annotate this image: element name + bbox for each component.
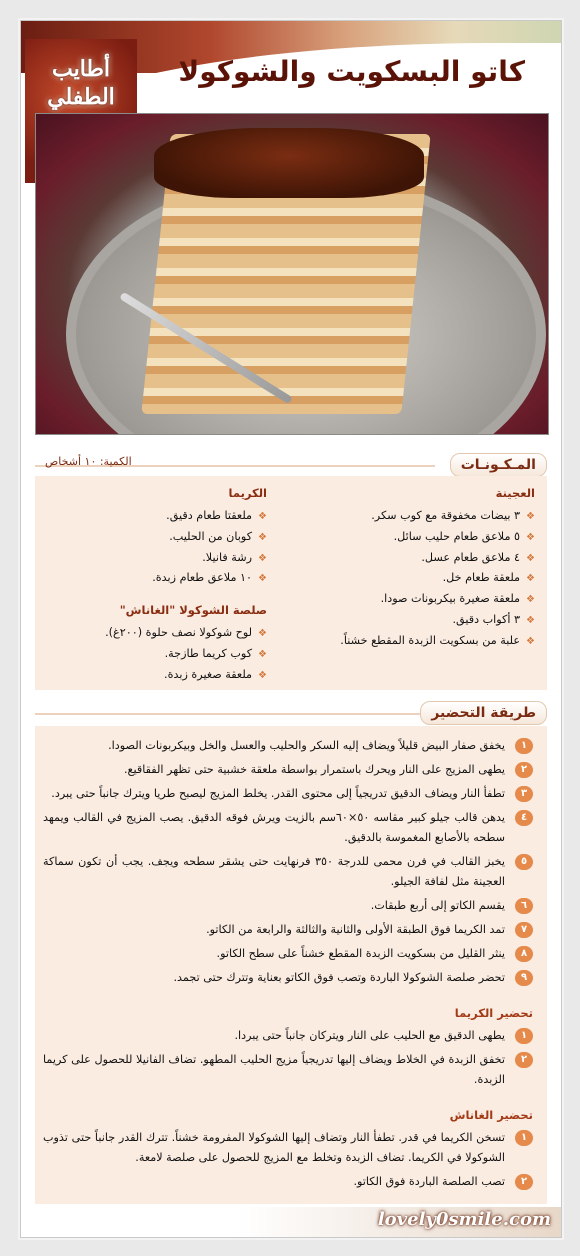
chocolate-topping-shape: [154, 128, 424, 198]
bullet-icon: ❖: [258, 531, 267, 543]
servings-label: الكمية: ١٠ أشخاص: [45, 455, 132, 468]
step-item: ٤ يدهن قالب جيلو كبير مقاسه ٥٠×٦٠سم بالزيت ويرش فوقه الدقيق. يصب المزيج في القالب ويمهد سطحه بالأصابع المغموسة بالدقيق.: [43, 808, 533, 848]
step-item: ٦ يقسم الكاتو إلى أربع طبقات.: [43, 896, 533, 916]
step-number-badge: ٧: [515, 922, 533, 938]
step-item: ١ يطهى الدقيق مع الحليب على النار ويتركان جانباً حتى يبردا.: [43, 1026, 533, 1046]
list-item: ❖ملعقة صغيرة بيكربونات صودا.: [380, 592, 535, 606]
step-number-badge: ٢: [515, 1174, 533, 1190]
cream-column: [47, 486, 267, 686]
ganache-prep-heading: تحضير الغاناش: [449, 1108, 533, 1122]
bullet-icon: ❖: [258, 669, 267, 681]
bullet-icon: ❖: [258, 552, 267, 564]
list-item: ❖علبة من بسكويت الزبدة المقطع خشناً.: [340, 633, 535, 647]
step-number-badge: ٢: [515, 762, 533, 778]
bullet-icon: ❖: [526, 573, 535, 585]
step-item: ٢ يطهى المزيج على النار ويحرك باستمرار بواسطة ملعقة خشبية حتى تظهر الفقاقيع.: [43, 760, 533, 780]
bullet-icon: ❖: [258, 628, 267, 640]
site-watermark: lovely0smile.com: [377, 1209, 551, 1230]
list-item: ❖ملعقة صغيرة زبدة.: [164, 667, 267, 681]
list-item: ❖ملعقة طعام خل.: [442, 571, 535, 585]
bullet-icon: ❖: [526, 635, 535, 647]
steps-list: [43, 736, 533, 1196]
cream-list: [47, 506, 267, 589]
list-item: ❖رشة فانيلا.: [202, 550, 267, 564]
sauce-list: [47, 623, 267, 685]
list-item: ❖لوح شوكولا نصف حلوة (٢٠٠غ).: [105, 626, 267, 640]
step-number-badge: ١: [515, 1130, 533, 1146]
step-number-badge: ٦: [515, 898, 533, 914]
ingredients-panel: [35, 476, 547, 690]
dough-column: [295, 486, 535, 652]
footer-bar: [21, 1207, 561, 1237]
recipe-photo: [35, 113, 549, 435]
sauce-title: صلصة الشوكولا "الغاناش": [119, 603, 267, 618]
list-item: ❖كوبان من الحليب.: [169, 529, 267, 543]
bullet-icon: ❖: [526, 552, 535, 564]
step-number-badge: ٩: [515, 970, 533, 986]
list-item: ❖٣ أكواب دقيق.: [452, 612, 535, 626]
dough-list: [295, 506, 535, 652]
bullet-icon: ❖: [526, 594, 535, 606]
step-item: ٢ تخفق الزبدة في الخلاط ويضاف إليها تدريجياً مزيج الحليب المطهو. تضاف الفانيلا للحصول على كريما الزبدة.: [43, 1050, 533, 1090]
step-item: ٧ تمد الكريما فوق الطبقة الأولى والثانية والثالثة والرابعة من الكاتو.: [43, 920, 533, 940]
bullet-icon: ❖: [526, 614, 535, 626]
step-number-badge: ٢: [515, 1052, 533, 1068]
bullet-icon: ❖: [526, 511, 535, 522]
step-item: ٨ ينثر القليل من بسكويت الزبدة المقطع خشناً على سطح الكاتو.: [43, 944, 533, 964]
step-number-badge: ٨: [515, 946, 533, 962]
step-item: ٩ تحضر صلصة الشوكولا الباردة وتصب فوق الكاتو بعناية وتترك حتى تجمد.: [43, 968, 533, 988]
method-heading: طريقة التحضير: [420, 701, 547, 725]
step-item: ٣ تطفأ النار ويضاف الدقيق تدريجياً إلى محتوى القدر. يخلط المزيج ليصبح طريا ويترك جانباً حتى يبرد.: [43, 784, 533, 804]
dough-title: العجينة: [495, 486, 535, 500]
cream-prep-heading: تحضير الكريما: [454, 1006, 533, 1020]
step-number-badge: ٣: [515, 786, 533, 802]
step-item: ٥ يخبز القالب في فرن محمى للدرجة ٣٥٠ فرنهايت حتى يشقر سطحه ويجف. يجب أن تكون سماكة العجينة مثل لفافة الجيلو.: [43, 852, 533, 892]
method-panel: [35, 726, 547, 1204]
recipe-card: [20, 20, 562, 1238]
method-heading-line: [35, 713, 435, 715]
list-item: ❖٣ بيضات مخفوقة مع كوب سكر.: [371, 509, 535, 522]
list-item: ❖١٠ ملاعق طعام زبدة.: [152, 571, 267, 585]
step-number-badge: ٥: [515, 854, 533, 870]
cream-title: الكريما: [228, 486, 267, 500]
bullet-icon: ❖: [258, 511, 267, 522]
list-item: ❖ملعقتا طعام دقيق.: [166, 509, 267, 522]
step-number-badge: ١: [515, 1028, 533, 1044]
bullet-icon: ❖: [526, 531, 535, 543]
ingredients-heading: المـكـونـات: [450, 453, 547, 477]
list-item: ❖٤ ملاعق طعام عسل.: [421, 550, 535, 564]
bullet-icon: ❖: [258, 573, 267, 585]
step-item: ١ يخفق صفار البيض قليلاً ويضاف إليه السكر والحليب والعسل والخل وبيكربونات الصودا.: [43, 736, 533, 756]
step-number-badge: ١: [515, 738, 533, 754]
brand-logo: أطايب الطفلي: [47, 56, 115, 110]
page-title: كاتو البسكويت والشوكولا: [178, 55, 525, 88]
step-number-badge: ٤: [515, 810, 533, 826]
step-item: ٢ تصب الصلصة الباردة فوق الكاتو.: [43, 1172, 533, 1192]
bullet-icon: ❖: [258, 648, 267, 660]
list-item: ❖كوب كريما طازجة.: [164, 646, 267, 660]
list-item: ❖٥ ملاعق طعام حليب سائل.: [393, 529, 535, 543]
step-item: ١ تسخن الكريما في قدر. تطفأ النار وتضاف إليها الشوكولا المفرومة خشناً. تترك القدر جانباً حتى تذوب الشوكولا في الكريما. تضاف الزبدة وتخلط مع المزيج للحصول على صلصة لامعة.: [43, 1128, 533, 1168]
